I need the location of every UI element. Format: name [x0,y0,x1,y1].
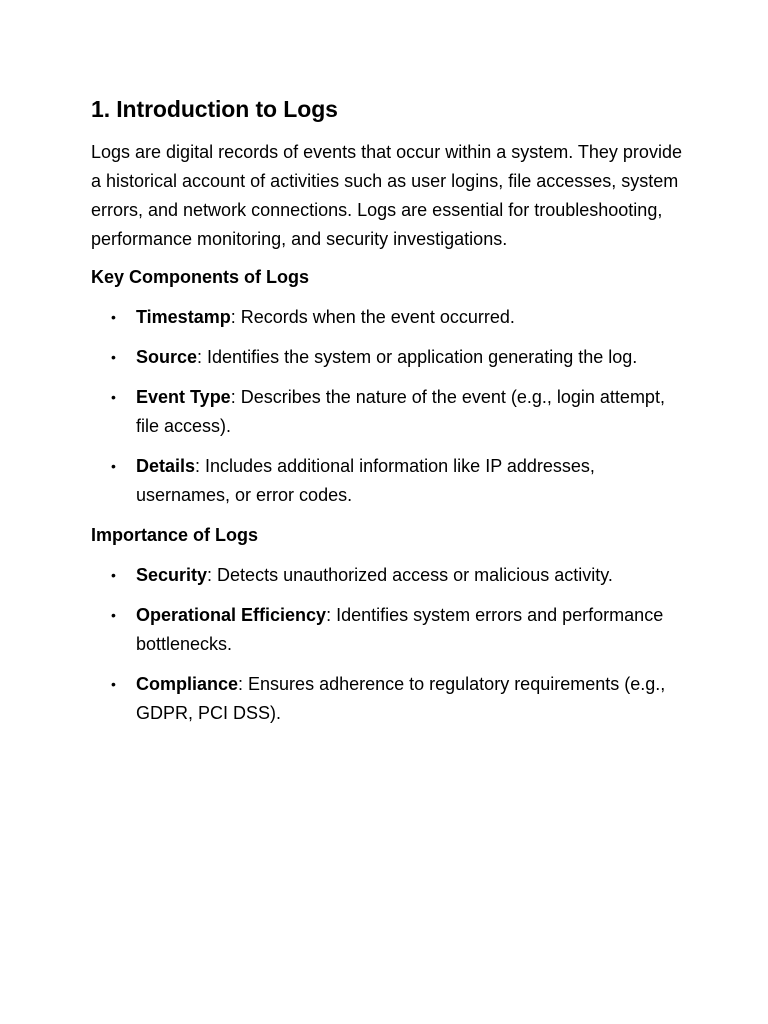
bullet-icon: • [111,676,116,692]
list-item-desc: : Identifies system errors and performance bottlenecks. [136,605,664,654]
list-item [91,383,691,441]
bullet-icon: • [111,389,116,405]
list-item [91,670,691,728]
bullet-icon: • [111,458,116,474]
list-item [91,561,691,590]
list-item-term: Security [136,565,208,585]
page-title: 1. Introduction to Logs [91,96,338,122]
key-components-list [91,303,691,510]
intro-paragraph: Logs are digital records of events that occur within a system. They provide a historical account of activities such as user logins, file accesses, system errors, and network connections. Logs are essential for troubleshooting, performance monitoring, and security investigations. [91,142,682,249]
bullet-icon: • [111,309,116,325]
list-item-term: Compliance [136,674,239,694]
list-item-desc: : Identifies the system or application generating the log. [197,347,638,367]
list-item-term: Source [136,347,198,367]
list-item-desc: : Records when the event occurred. [230,307,515,327]
list-item [91,601,691,659]
list-item [91,303,691,332]
list-item [91,343,691,372]
bullet-icon: • [111,607,116,623]
list-item-term: Timestamp [136,307,231,327]
list-item-term: Details [136,456,196,476]
list-item-term: Operational Efficiency [136,605,327,625]
list-item-desc: : Describes the nature of the event (e.g., login attempt, file access). [136,387,665,436]
bullet-icon: • [111,567,116,583]
bullet-icon: • [111,349,116,365]
document-page [91,93,691,739]
list-item-term: Event Type [136,387,231,407]
list-item-desc: : Includes additional information like IP addresses, usernames, or error codes. [136,456,595,505]
list-item [91,452,691,510]
importance-list [91,561,691,728]
list-item-desc: : Ensures adherence to regulatory requirements (e.g., GDPR, PCI DSS). [136,674,666,723]
section-heading-key-components: Key Components of Logs [91,267,310,287]
section-heading-importance: Importance of Logs [91,525,259,545]
list-item-desc: : Detects unauthorized access or malicious activity. [207,565,613,585]
